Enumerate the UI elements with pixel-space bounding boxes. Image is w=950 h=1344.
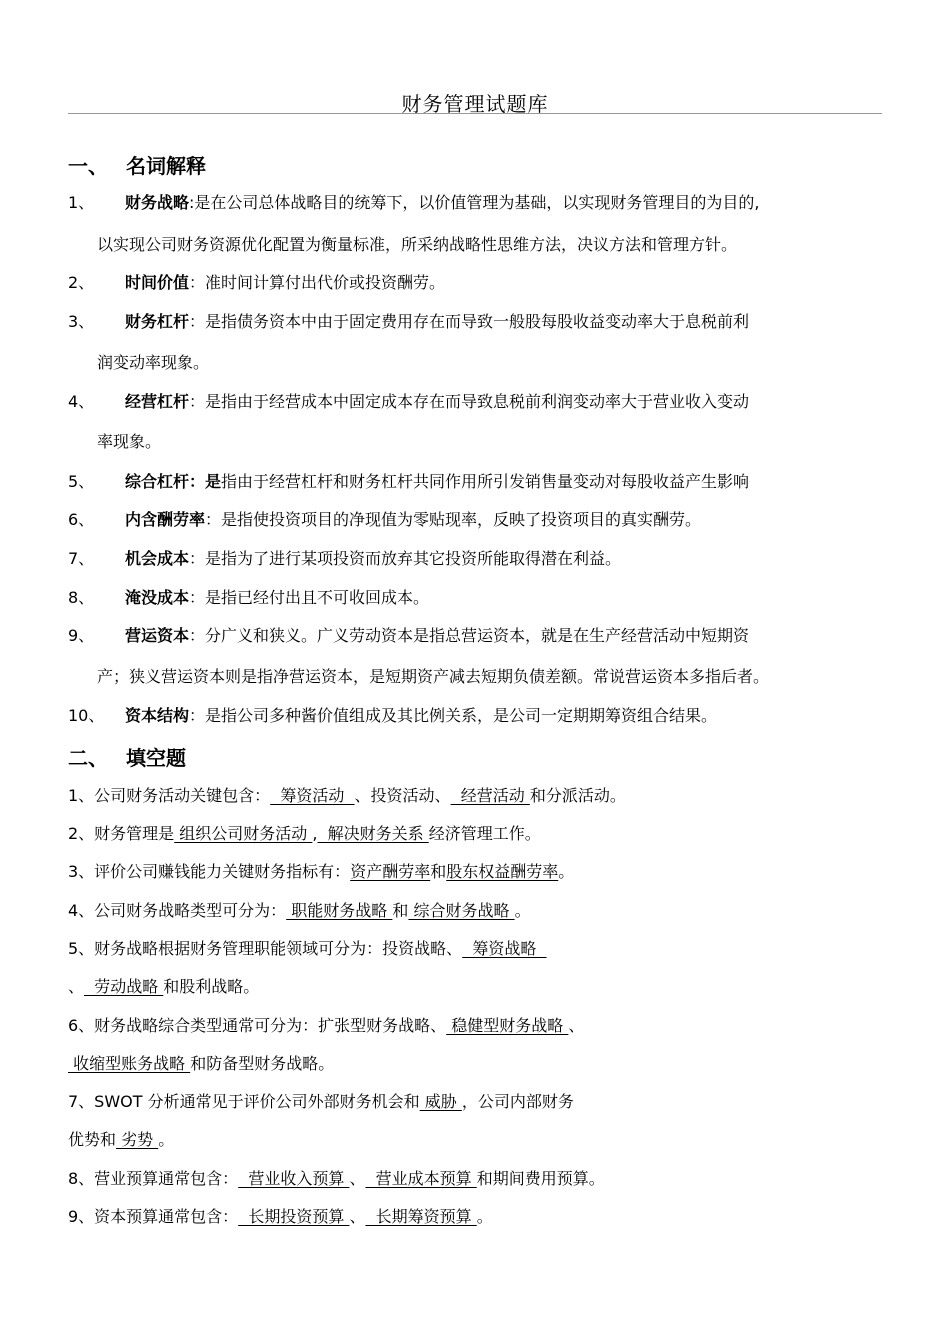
fill-question-4: 4、公司财务战略类型可分为： 职能财务战略 和 综合财务战略 。 [68,901,531,920]
answer-blank: 收缩型账务战略 [68,1054,191,1073]
answer-blank: 筹资活动 [270,786,355,805]
definition-10: 10、 资本结构：是指公司多种酱价值组成及其比例关系，是公司一定期期筹资组合结果。 [68,706,718,725]
definition-1: 1、 财务战略:是在公司总体战略目的统筹下，以价值管理为基础，以实现财务管理目的为目的, [68,193,760,212]
section-2-heading [68,742,186,771]
definition-4-continued: 率现象。 [97,432,162,451]
definition-6-term: 内含酬劳率 [125,510,206,529]
definition-2-term: 时间价值 [125,273,190,292]
section-1-heading [68,150,206,179]
definition-5-term: 综合杠杆 [125,472,190,491]
definition-5: 5、 综合杠杆：是指由于经营杠杆和财务杠杆共同作用所引发销售量变动对每股收益产生影响 [68,472,750,491]
answer-blank: 综合财务战略 [408,901,515,920]
definition-10-term: 资本结构 [125,706,190,725]
definition-1-term: 财务战略 [125,193,190,212]
definition-3-continued: 润变动率现象。 [97,353,210,372]
definition-9: 9、 营运资本：分广义和狭义。广义劳动资本是指总营运资本，就是在生产经营活动中短期资 [68,626,750,645]
answer-blank: 股东权益酬劳率 [446,862,559,881]
fill-question-9: 9、资本预算通常包含： 长期投资预算 、 长期筹资预算 。 [68,1207,493,1226]
definition-9-term: 营运资本 [125,626,190,645]
fill-question-6: 6、财务战略综合类型通常可分为：扩张型财务战略、 稳健型财务战略 、 [68,1016,585,1035]
fill-question-7: 7、SWOT 分析通常见于评价公司外部财务机会和 威胁 ，公司内部财务 [68,1092,574,1111]
definition-7: 7、 机会成本：是指为了进行某项投资而放弃其它投资所能取得潜在利益。 [68,549,622,568]
answer-blank: 威胁 [419,1092,462,1111]
definition-8-term: 淹没成本 [125,588,190,607]
fill-question-5-continued: 、 劳动战略 和股利战略。 [68,977,260,996]
definition-4: 4、 经营杠杆：是指由于经营成本中固定成本存在而导致息税前利润变动率大于营业收入变动 [68,392,750,411]
answer-blank: 营业成本预算 [365,1169,477,1188]
fill-question-6-continued: 收缩型账务战略 和防备型财务战略。 [68,1054,335,1073]
title-rule [68,113,882,114]
section-1-title: 名词解释 [126,154,206,178]
answer-blank: 劳动战略 [84,977,164,996]
answer-blank: 经营活动 [450,786,530,805]
fill-question-1: 1、公司财务活动关键包含： 筹资活动 、投资活动、 经营活动 和分派活动。 [68,786,626,805]
definition-3-term: 财务杠杆 [125,312,190,331]
answer-blank: 营业收入预算 [238,1169,350,1188]
answer-blank: 稳健型财务战略 [446,1016,569,1035]
answer-blank: 长期筹资预算 [365,1207,477,1226]
fill-question-3: 3、评价公司赚钱能力关键财务指标有：资产酬劳率和股东权益酬劳率。 [68,862,575,881]
definition-2: 2、 时间价值：准时间计算付出代价或投资酬劳。 [68,273,446,292]
fill-question-5: 5、财务战略根据财务管理职能领域可分为：投资战略、 筹资战略 [68,939,547,958]
fill-question-8: 8、营业预算通常包含： 营业收入预算 、 营业成本预算 和期间费用预算。 [68,1169,605,1188]
definition-7-term: 机会成本 [125,549,190,568]
answer-blank: 长期投资预算 [238,1207,350,1226]
answer-blank: 资产酬劳率 [350,862,431,881]
definition-3: 3、 财务杠杆：是指债务资本中由于固定费用存在而导致一般股每股收益变动率大于息税前利 [68,312,750,331]
definition-4-term: 经营杠杆 [125,392,190,411]
fill-question-7-continued: 优势和 劣势 。 [68,1130,175,1149]
document-title: 财务管理试题库 [401,92,549,116]
definition-1-continued: 以实现公司财务资源优化配置为衡量标准，所采纳战略性思维方法，决议方法和管理方针。 [97,235,738,254]
definition-6: 6、 内含酬劳率：是指使投资项目的净现值为零贴现率，反映了投资项目的真实酬劳。 [68,510,702,529]
answer-blank: 职能财务战略 [286,901,393,920]
fill-question-2: 2、财务管理是 组织公司财务活动 , 解决财务关系 经济管理工作。 [68,824,541,843]
answer-blank: 劣势 [116,1130,159,1149]
section-2-number: 二、 [68,746,108,770]
section-1-number: 一、 [68,154,108,178]
answer-blank: 解决财务关系 [317,824,429,843]
section-2-title: 填空题 [126,746,186,770]
answer-blank: 筹资战略 [462,939,547,958]
answer-blank: 组织公司财务活动 [174,824,313,843]
definition-8: 8、 淹没成本：是指已经付出且不可收回成本。 [68,588,430,607]
definition-9-continued: 产；狭义营运资本则是指净营运资本，是短期资产减去短期负债差额。常说营运资本多指后者。 [97,667,770,686]
